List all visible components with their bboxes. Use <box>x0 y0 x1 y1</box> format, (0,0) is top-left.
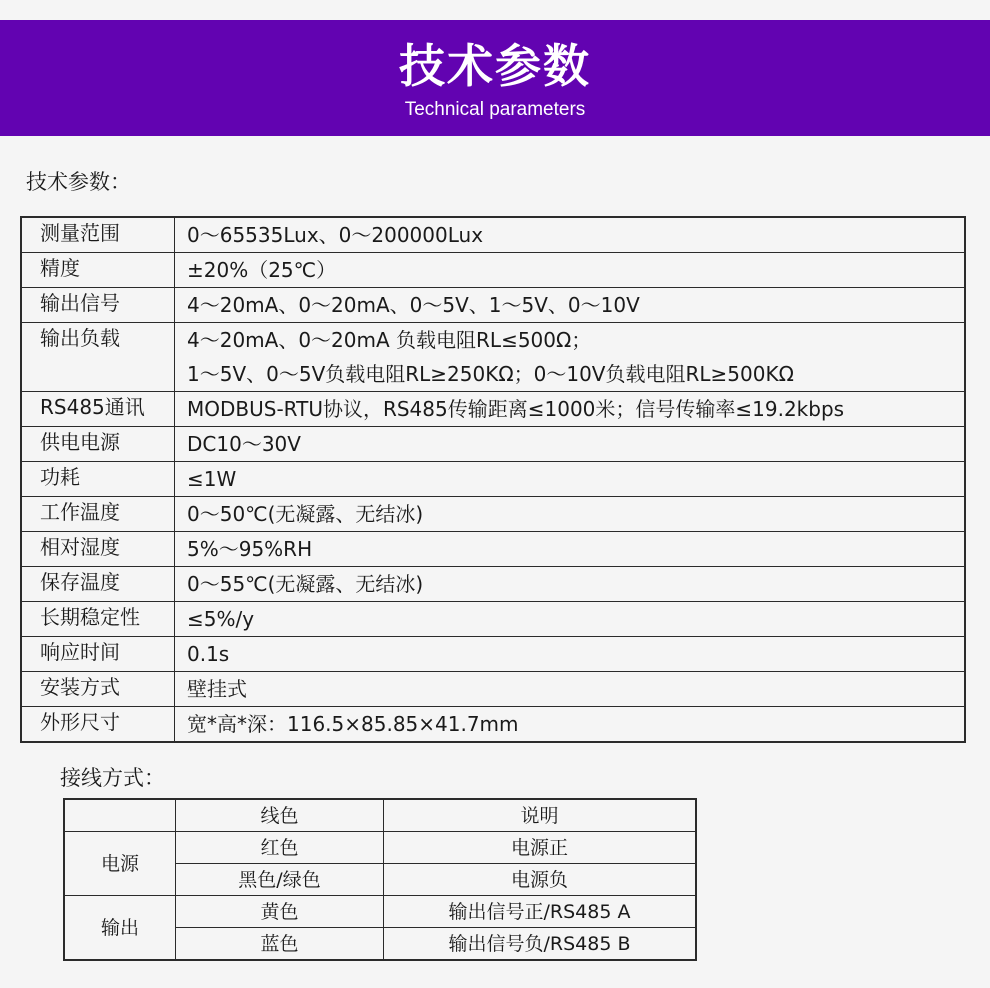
spec-row <box>21 323 965 392</box>
spec-value-line: 4～20mA、0～20mA 负载电阻RL≤500Ω； <box>187 328 592 352</box>
spec-value-line: ±20%（25℃） <box>187 258 337 282</box>
wiring-desc: 输出信号负/RS485 B <box>384 928 697 961</box>
spec-row <box>21 497 965 532</box>
spec-value-line: 0～50℃(无凝露、无结冰) <box>187 502 424 526</box>
wiring-color: 黑色/绿色 <box>176 864 384 896</box>
spec-value <box>175 288 966 323</box>
spec-value-line: 1～5V、0～5V负载电阻RL≥250KΩ；0～10V负载电阻RL≥500KΩ <box>187 362 794 386</box>
spec-value-line: 0～65535Lux、0～200000Lux <box>187 223 484 247</box>
spec-row <box>21 602 965 637</box>
wiring-group: 电源 <box>64 832 176 896</box>
wiring-header-color: 线色 <box>176 799 384 832</box>
spec-row <box>21 217 965 253</box>
wiring-desc: 输出信号正/RS485 A <box>384 896 697 928</box>
spec-label: RS485通讯 <box>21 392 175 427</box>
wiring-header-row <box>64 799 696 832</box>
spec-label: 功耗 <box>21 462 175 497</box>
spec-label: 工作温度 <box>21 497 175 532</box>
spec-value <box>175 392 966 427</box>
spec-label: 精度 <box>21 253 175 288</box>
specs-heading: 技术参数： <box>26 170 131 194</box>
spec-row <box>21 288 965 323</box>
spec-row <box>21 532 965 567</box>
wiring-row <box>64 832 696 864</box>
wiring-row <box>64 896 696 928</box>
wiring-desc: 电源正 <box>384 832 697 864</box>
spec-value-line: 0.1s <box>187 642 230 666</box>
spec-value <box>175 567 966 602</box>
spec-value <box>175 323 966 392</box>
wiring-group: 输出 <box>64 896 176 961</box>
spec-label: 外形尺寸 <box>21 707 175 743</box>
spec-value-line: ≤5%/y <box>187 607 255 631</box>
spec-value-line: DC10～30V <box>187 432 301 456</box>
spec-value <box>175 462 966 497</box>
banner-subtitle: Technical parameters <box>404 99 586 120</box>
spec-label: 响应时间 <box>21 637 175 672</box>
spec-label: 测量范围 <box>21 217 175 253</box>
spec-value <box>175 217 966 253</box>
specs-table <box>20 216 966 743</box>
wiring-desc: 电源负 <box>384 864 697 896</box>
spec-value-line: MODBUS-RTU协议，RS485传输距离≤1000米；信号传输率≤19.2kbps <box>187 397 845 421</box>
spec-value-line: 壁挂式 <box>187 677 247 701</box>
spec-label: 供电电源 <box>21 427 175 462</box>
spec-label: 安装方式 <box>21 672 175 707</box>
spec-label: 保存温度 <box>21 567 175 602</box>
spec-label: 输出负载 <box>21 323 175 392</box>
spec-label: 长期稳定性 <box>21 602 175 637</box>
spec-value <box>175 672 966 707</box>
spec-value-line: ≤1W <box>187 467 237 491</box>
spec-value <box>175 637 966 672</box>
spec-value <box>175 707 966 743</box>
spec-row <box>21 253 965 288</box>
spec-value <box>175 602 966 637</box>
wiring-color: 黄色 <box>176 896 384 928</box>
spec-value <box>175 427 966 462</box>
spec-value-line: 4～20mA、0～20mA、0～5V、1～5V、0～10V <box>187 293 640 317</box>
spec-value-line: 宽*高*深：116.5×85.85×41.7mm <box>187 712 519 736</box>
spec-value-line: 5%～95%RH <box>187 537 313 561</box>
spec-label: 输出信号 <box>21 288 175 323</box>
spec-value <box>175 532 966 567</box>
spec-value-line: 0～55℃(无凝露、无结冰) <box>187 572 424 596</box>
spec-row <box>21 392 965 427</box>
wiring-header-desc: 说明 <box>384 799 697 832</box>
header-banner <box>0 20 990 136</box>
spec-value <box>175 253 966 288</box>
wiring-heading: 接线方式： <box>60 766 165 790</box>
spec-row <box>21 567 965 602</box>
wiring-color: 红色 <box>176 832 384 864</box>
spec-row <box>21 637 965 672</box>
wiring-table <box>63 798 697 961</box>
spec-row <box>21 707 965 743</box>
wiring-header-group <box>64 799 176 832</box>
banner-title: 技术参数 <box>399 39 591 93</box>
wiring-color: 蓝色 <box>176 928 384 961</box>
spec-row <box>21 462 965 497</box>
spec-value <box>175 497 966 532</box>
spec-label: 相对湿度 <box>21 532 175 567</box>
spec-row <box>21 672 965 707</box>
spec-row <box>21 427 965 462</box>
